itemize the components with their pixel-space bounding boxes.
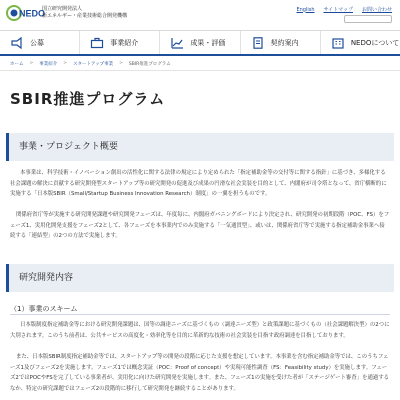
contact-link[interactable]: お問い合わせ [361,7,392,13]
section-heading-rd: 研究開発内容 [6,264,394,292]
breadcrumb-separator: > [63,61,68,66]
scheme-paragraph-2: また、日本版SBIR制度指定補助金等では、スタートアップ等の開発の段階に応じた支援を想定しています。本事業を含む指定補助金等では、このうちフェーズ1及びフェーズ2を実施します。フェーズ1では概念実証（POC：Proof of concept）や実現可能性調査（FS：Feasibility study）を実施します。フェーズ2ではPOCやFSを完了している事業者が、実用化に向けた研究開発を実施します。また、フェーズ1の実施を受けた者が「ステージゲート審査」を通過するなか、特定の研究課題ではフェーズ2の段階的に移行して研究開発を継続することがあります。 [10,354,390,392]
overview-paragraph-2: 関係府省庁等が実施する研究開発課題や研究開発フェーズは、年度毎に、内閣府ガバニングボードにより決定され、研究開発の初期段階（POC、FS）をフェーズ1、実用化開発支援をフェーズ2として、各フェーズを本事業内でのみ実施する「一気通貫型」、或いは、関係府省庁等で実施する指定補助金事業へ接続する「連結型」の2つの方法で実施します。 [10,212,390,240]
org-name [42,6,127,20]
nav-item-seika[interactable] [160,31,240,54]
nav-item-jigyo[interactable] [80,31,160,54]
org-line-1: 国立研究開発法人 [42,6,83,12]
nav-label: 事業紹介 [110,38,139,47]
logo-text: NEDO [19,8,46,19]
breadcrumb-home[interactable]: ホーム [10,62,24,67]
scheme-paragraph-1: 日本版制度指定補助金等における研究開発課題は、国等の調達ニーズに基づくもの（調達ニーズ型）と政策課題に基づくもの（社会課題解決型）の2つに大別されます。このうち前者は、公共サービスの高度化・効率化等を目的に革新的な技術の社会実装を目指す政府調達を目指しております。 [10,322,390,339]
nav-label: NEDOについて [350,38,400,47]
nav-label: 成果・評価 [190,38,226,47]
english-link[interactable]: English [296,6,315,13]
page-title: SBIR推進プログラム [10,90,166,108]
chart-icon [170,37,184,49]
site-header [0,0,400,26]
utility-links [296,6,392,13]
search-input[interactable] [344,15,392,23]
nav-item-about[interactable] [321,31,400,54]
nav-item-keiyaku[interactable] [241,31,321,54]
breadcrumb-item[interactable]: 事業紹介 [39,62,58,67]
briefcase-icon [90,37,104,49]
divider [10,314,390,315]
divider [0,70,400,71]
document-icon [251,37,265,49]
breadcrumb-current: SBIR推進プログラム [128,62,171,67]
nav-item-koubo[interactable] [0,31,80,54]
megaphone-icon [10,37,24,49]
subsection-heading-scheme: （1）事業のスキーム [10,305,78,313]
sitemap-link[interactable]: サイトマップ [323,7,353,13]
overview-paragraph-1: 本事業は、科学技術・イノベーション創出の活性化に関する法律の規定により定められた「指定補助金等の交付等に関する指針」に基づき、多様化する社会課題の解決に貢献する研究開発型スタートアップ等の研究開発の促進及び成果の円滑な社会実装を目的として、内閣府が司令塔となって、省庁横断的に実施する「日本版SBIR（Small/Startup Business Innovation Research）制度」の一翼を担うものです。 [10,170,387,198]
building-icon [331,37,345,49]
section-heading-overview: 事業・プロジェクト概要 [6,133,394,161]
breadcrumb-separator: > [29,61,34,66]
breadcrumb [10,61,171,67]
org-line-2: 新エネルギー・産業技術総合開発機構 [42,13,128,19]
breadcrumb-item[interactable]: スタートアップ事業 [73,62,114,67]
nav-label: 契約案内 [270,38,299,47]
breadcrumb-separator: > [119,61,123,66]
nedo-logo[interactable] [6,5,46,21]
nav-label: 公募 [30,38,44,47]
global-nav [0,30,400,56]
